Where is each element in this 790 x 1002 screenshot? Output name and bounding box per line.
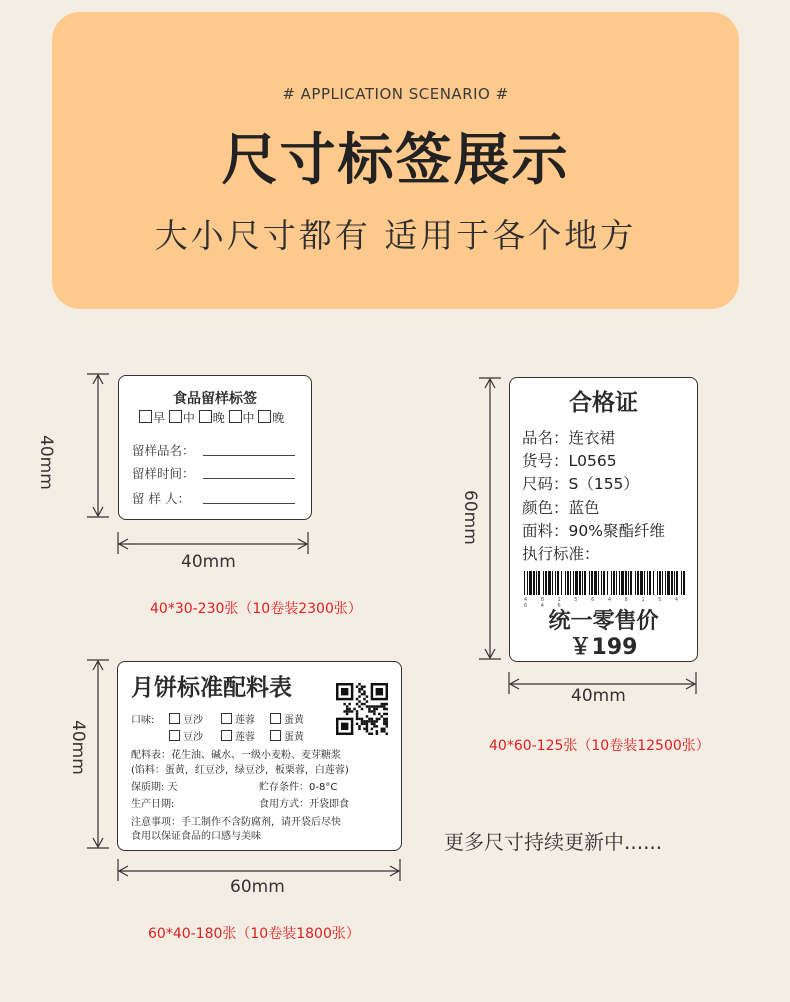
mooncake-title: 月饼标准配料表 xyxy=(131,675,292,701)
ingredients-line: 配料表：花生油、碱水、一级小麦粉、麦芽糖浆 xyxy=(131,750,341,761)
more-sizes-text: 更多尺寸持续更新中...... xyxy=(444,830,663,854)
barcode-number: 4 8 1 5 6 4 8 1 5 4 6 4 6 xyxy=(524,597,685,609)
checkbox xyxy=(169,730,180,741)
label1-width-text: 40mm xyxy=(181,552,236,572)
notice-line: 注意事项：手工制作不含防腐剂，请开袋后尽快 xyxy=(131,817,341,828)
price-value: ￥199 xyxy=(569,635,638,660)
field-line xyxy=(203,503,295,504)
standard-row: 执行标准： xyxy=(522,545,600,563)
header-card xyxy=(52,12,739,309)
shelf-life: 保质期: 天 xyxy=(131,782,178,793)
size-row: 尺码：S（155） xyxy=(522,475,639,493)
label1-height-text: 40mm xyxy=(36,435,56,490)
flavor-text: 蛋黄 xyxy=(284,715,304,726)
meal-label: 晚 xyxy=(272,411,285,425)
flavor-label: 口味: xyxy=(131,715,155,726)
label2-height-dimension xyxy=(476,376,504,664)
flavor-text: 莲蓉 xyxy=(235,715,255,726)
label3-width-text: 60mm xyxy=(230,877,285,897)
label3-height-dimension xyxy=(84,658,112,852)
label3-caption: 60*40-180张（10卷装1800张） xyxy=(148,926,360,942)
storage-condition: 贮存条件：0-8°C xyxy=(259,782,338,793)
production-date: 生产日期: xyxy=(131,799,175,810)
product-name-row: 品名：连衣裙 xyxy=(522,429,616,447)
label2-height-text: 60mm xyxy=(460,490,480,545)
checkbox xyxy=(270,730,281,741)
flavor-text: 豆沙 xyxy=(183,715,203,726)
checkbox xyxy=(221,713,232,724)
filling-line: (馅料：蛋黄，红豆沙，绿豆沙，板栗蓉，白莲蓉) xyxy=(131,765,349,776)
meal-checkboxes xyxy=(139,409,284,426)
food-sample-title: 食品留样标签 xyxy=(173,391,257,407)
checkbox xyxy=(270,713,281,724)
field-label: 留 样 人： xyxy=(132,491,190,506)
header-title: 尺寸标签展示 xyxy=(221,128,570,193)
flavor-option xyxy=(221,728,255,743)
meal-label: 中 xyxy=(182,411,195,425)
label3-height-text: 40mm xyxy=(68,720,88,775)
flavor-option xyxy=(169,728,203,743)
notice-line: 食用以保证食品的口感与美味 xyxy=(131,831,261,842)
flavor-text: 蛋黄 xyxy=(284,732,304,743)
label2-caption: 40*60-125张（10卷装12500张） xyxy=(489,738,710,754)
field-line xyxy=(203,455,295,456)
checkbox xyxy=(258,410,271,423)
flavor-text: 豆沙 xyxy=(183,732,203,743)
price-label: 统一零售价 xyxy=(548,609,659,634)
flavor-option xyxy=(221,711,255,726)
qr-code xyxy=(336,683,388,735)
checkbox xyxy=(169,713,180,724)
label2-width-text: 40mm xyxy=(571,686,626,706)
food-sample-label xyxy=(118,375,312,520)
fabric-row: 面料：90%聚酯纤维 xyxy=(522,522,665,540)
header-subtitle: # APPLICATION SCENARIO # xyxy=(282,85,509,103)
certificate-title: 合格证 xyxy=(569,390,638,416)
color-row: 颜色：蓝色 xyxy=(522,499,600,517)
checkbox xyxy=(229,410,242,423)
field-label: 留样品名： xyxy=(132,443,195,458)
checkbox xyxy=(199,410,212,423)
meal-label: 晚 xyxy=(212,411,225,425)
certificate-label xyxy=(509,377,698,662)
flavor-option xyxy=(270,728,304,743)
checkbox xyxy=(169,410,182,423)
barcode xyxy=(524,571,686,595)
field-line xyxy=(203,478,295,479)
field-label: 留样时间： xyxy=(132,466,195,481)
header-tagline: 大小尺寸都有 适用于各个地方 xyxy=(154,216,637,255)
meal-label: 早 xyxy=(153,411,166,425)
label1-caption: 40*30-230张（10卷装2300张） xyxy=(150,601,362,617)
usage-method: 食用方式：开袋即食 xyxy=(259,799,349,810)
flavor-option xyxy=(270,711,304,726)
flavor-text: 莲蓉 xyxy=(235,732,255,743)
meal-label: 中 xyxy=(242,411,255,425)
item-number-row: 货号：L0565 xyxy=(522,452,617,470)
checkbox xyxy=(221,730,232,741)
mooncake-ingredients-label xyxy=(117,661,402,851)
flavor-option xyxy=(169,711,203,726)
checkbox xyxy=(139,410,152,423)
label1-height-dimension xyxy=(84,372,112,522)
